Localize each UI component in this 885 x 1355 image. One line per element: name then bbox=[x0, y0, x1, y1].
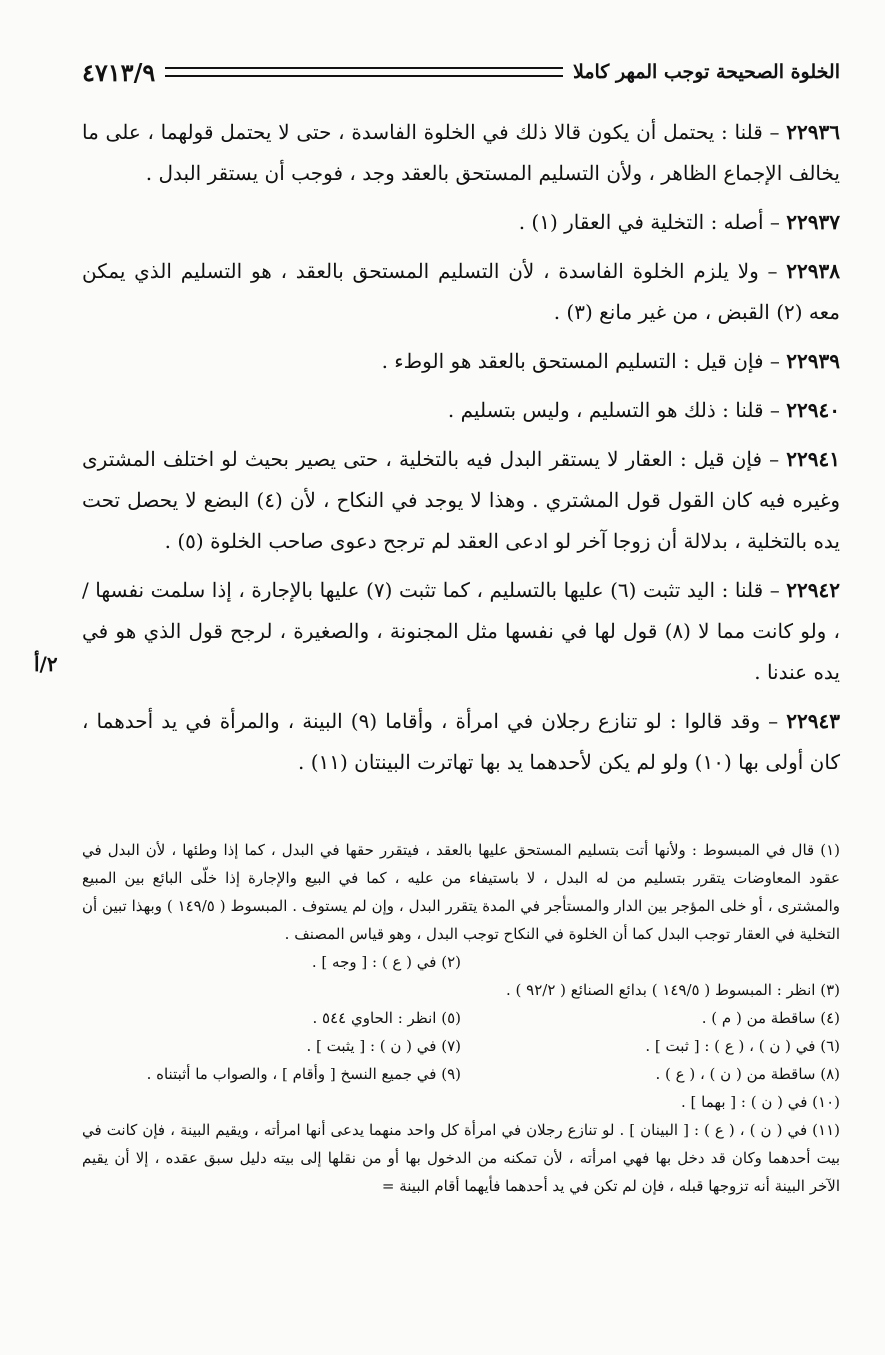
paragraph-text: – قلنا : اليد تثبت (٦) عليها بالتسليم ، كما تثبت (٧) عليها بالإجارة ، إذا سلمت نفسها / ، ولو كانت مما لا (٨) قول لها في نفسها مثل المجنونة ، والصغيرة ، لرجح قول الذي هو في يده عندنا . bbox=[82, 578, 840, 684]
footnote-row bbox=[82, 1032, 840, 1060]
paragraph-number: ٢٢٩٣٧ bbox=[786, 210, 840, 234]
footnote: (١١) في ( ن ) ، ( ع ) : [ البينان ] . لو تنازع رجلان في امرأة كل واحد منهما يدعى أنها امرأته ، ويقيم البينة ، فإن كانت في بيت أحدهما وكان قد دخل بها فهي امرأته ، لأن تمكنه من الدخول بها أو من نقلها إلى بيته دليل سبق عقده ، إلا أن يقيم الآخر البينة أنه تزوجها قبله ، فإن لم تكن في يد أحدهما فأيهما أقام البينة = bbox=[82, 1121, 840, 1195]
footnote-row bbox=[82, 948, 840, 976]
header-page-ref: ٤٧١٣/٩ bbox=[82, 57, 156, 87]
paragraph-number: ٢٢٩٤٢ bbox=[786, 578, 840, 602]
footnote: (٧) في ( ن ) : [ يثبت ] . bbox=[306, 1037, 461, 1055]
footnote: (٤) ساقطة من ( م ) . bbox=[701, 1009, 840, 1027]
paragraph-text: – قلنا : ذلك هو التسليم ، وليس بتسليم . bbox=[447, 398, 780, 422]
footnote: (١) قال في المبسوط : ولأنها أتت بتسليم المستحق عليها بالعقد ، فيتقرر حقها في البدل ، كما إذا وطئها ، لأن البدل في عقود المعاوضات يتقرر بتسليم من له البدل ، لا باستيفاء من عليه ، كما في البيع والإجارة إذا خلّى البائع بين المبيع والمشترى ، أو خلى المؤجر بين الدار والمستأجر في المدة يتقرر البدل ، وإن لم يستوف . المبسوط ( ١٤٩/٥ ) وبهذا تبين أن التخلية في العقار توجب البدل كما أن الخلوة في النكاح توجب البدل ، وهو قياس المصنف . bbox=[82, 841, 840, 943]
footnote: (٣) انظر : المبسوط ( ١٤٩/٥ ) بدائع الصنائع ( ٩٢/٢ ) . bbox=[506, 981, 840, 999]
paragraph bbox=[82, 439, 840, 562]
main-text bbox=[82, 112, 840, 791]
header-title: الخلوة الصحيحة توجب المهر كاملا bbox=[573, 61, 840, 83]
footnote: (٨) ساقطة من ( ن ) ، ( ع ) . bbox=[655, 1065, 840, 1083]
paragraph-number: ٢٢٩٤٠ bbox=[786, 398, 840, 422]
running-header bbox=[82, 52, 840, 92]
footnote: (٥) انظر : الحاوي ٥٤٤ . bbox=[312, 1009, 461, 1027]
marginal-folio-note: ٢/أ bbox=[34, 652, 58, 676]
paragraph bbox=[82, 202, 840, 243]
paragraph bbox=[82, 390, 840, 431]
paragraph-text: – فإن قيل : التسليم المستحق بالعقد هو الوطء . bbox=[381, 349, 780, 373]
paragraph bbox=[82, 570, 840, 693]
footnote-row bbox=[82, 1004, 840, 1032]
footnotes bbox=[82, 836, 840, 1200]
paragraph-number: ٢٢٩٣٦ bbox=[786, 120, 840, 144]
paragraph-text: – وقد قالوا : لو تنازع رجلان في امرأة ، وأقاما (٩) البينة ، والمرأة في يد أحدهما ، كان أولى بها (١٠) ولو لم يكن لأحدهما يد بها تهاترت البينتان (١١) . bbox=[82, 709, 840, 774]
footnote: (٦) في ( ن ) ، ( ع ) : [ ثبت ] . bbox=[645, 1037, 840, 1055]
paragraph bbox=[82, 701, 840, 783]
paragraph bbox=[82, 251, 840, 333]
footnote: (٩) في جميع النسخ [ وأقام ] ، والصواب ما أثبتناه . bbox=[146, 1065, 461, 1083]
header-rule bbox=[165, 67, 563, 77]
paragraph-number: ٢٢٩٤١ bbox=[786, 447, 840, 471]
paragraph-number: ٢٢٩٣٨ bbox=[786, 259, 841, 283]
paragraph-text: – ولا يلزم الخلوة الفاسدة ، لأن التسليم المستحق بالعقد ، هو التسليم الذي يمكن معه (٢) القبض ، من غير مانع (٣) . bbox=[82, 259, 840, 324]
paragraph-number: ٢٢٩٤٣ bbox=[786, 709, 840, 733]
paragraph-text: – أصله : التخلية في العقار (١) . bbox=[518, 210, 780, 234]
paragraph bbox=[82, 112, 840, 194]
footnote: (٢) في ( ع ) : [ وجه ] . bbox=[311, 953, 461, 971]
footnote: (١٠) في ( ن ) : [ بهما ] . bbox=[681, 1093, 840, 1111]
paragraph-text: – قلنا : يحتمل أن يكون قالا ذلك في الخلوة الفاسدة ، حتى لا يحتمل قولهما ، على ما يخالف الإجماع الظاهر ، ولأن التسليم المستحق بالعقد وجد ، فوجب أن يستقر البدل . bbox=[82, 120, 840, 185]
footnote-row bbox=[82, 1060, 840, 1088]
paragraph-text: – فإن قيل : العقار لا يستقر البدل فيه بالتخلية ، حتى يصير بحيث لو اختلف المشترى وغيره فيه كان القول قول المشتري . وهذا لا يوجد في النكاح ، لأن (٤) البضع لا يحصل تحت يده بالتخلية ، بدلالة أن زوجا آخر لو ادعى العقد لم ترجح دعوى صاحب الخلوة (٥) . bbox=[82, 447, 840, 553]
paragraph-number: ٢٢٩٣٩ bbox=[786, 349, 840, 373]
paragraph bbox=[82, 341, 840, 382]
